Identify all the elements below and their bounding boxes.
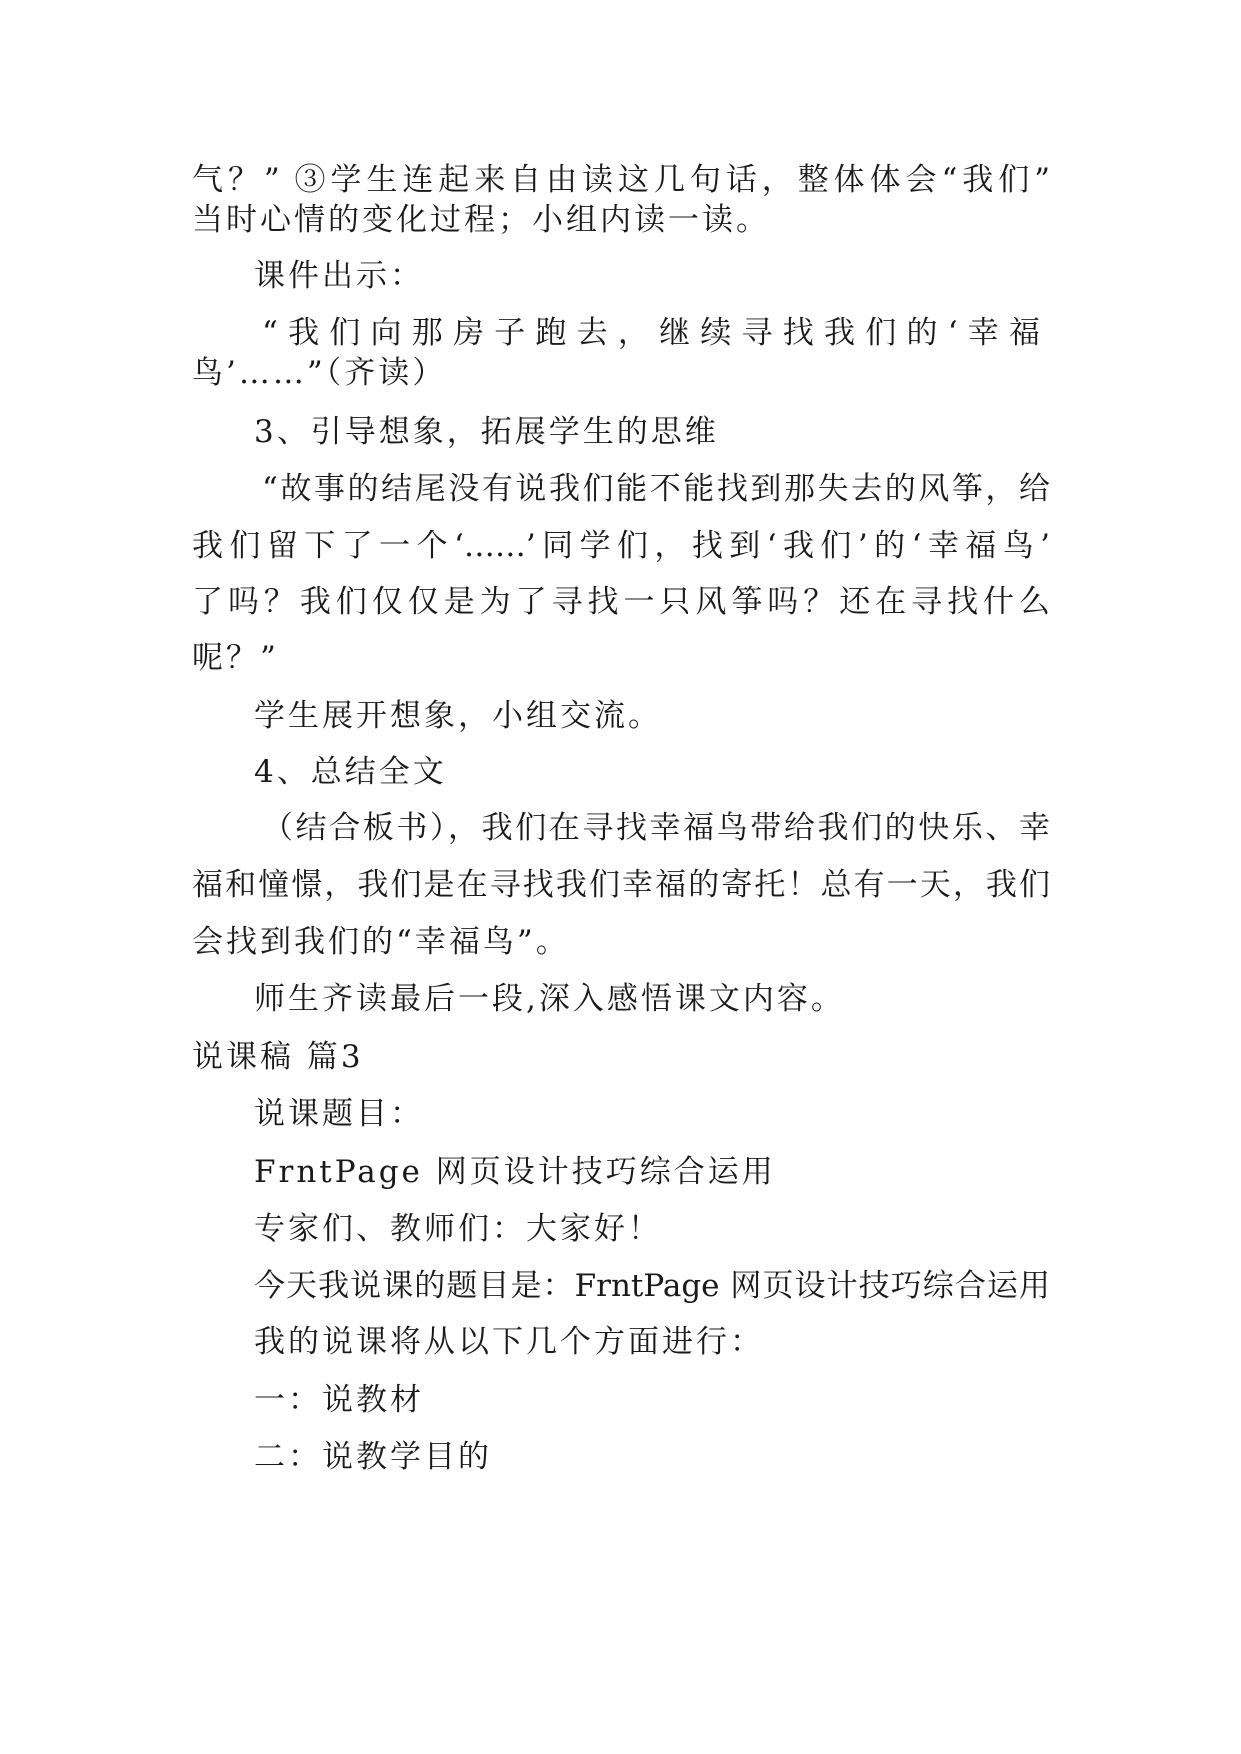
text-line: 今天我说课的题目是：FrntPage 网页设计技巧综合运用 [254, 1268, 1050, 1304]
article-heading: 说课稿 篇3 [192, 1039, 364, 1075]
text-line: 会找到我们的“幸福鸟”。 [192, 924, 570, 960]
section-heading: 4、总结全文 [254, 754, 447, 790]
text-line: 当时心情的变化过程；小组内读一读。 [192, 202, 770, 238]
text-line: 我们留下了一个‘……’同学们，找到‘我们’的‘幸福鸟’ [192, 528, 1050, 564]
quote-line: 鸟’……”（齐读） [192, 355, 447, 391]
text-line: “故事的结尾没有说我们能不能找到那失去的风筝，给 [262, 471, 1050, 507]
section-heading: 3、引导想象，拓展学生的思维 [254, 414, 719, 450]
text-line: 呢？” [192, 640, 279, 676]
text-line: （结合板书），我们在寻找幸福鸟带给我们的快乐、幸 [262, 810, 1050, 846]
text-line: 课件出示： [254, 258, 424, 294]
text-line: 学生展开想象，小组交流。 [254, 698, 662, 734]
text-line: 了吗？我们仅仅是为了寻找一只风筝吗？还在寻找什么 [192, 584, 1050, 620]
text-line: 我的说课将从以下几个方面进行： [254, 1324, 764, 1360]
text-line: 福和憧憬，我们是在寻找我们幸福的寄托！总有一天，我们 [192, 867, 1050, 903]
quote-line: “我们向那房子跑去，继续寻找我们的‘幸福 [262, 315, 1050, 351]
text-line: 说课题目： [254, 1096, 424, 1132]
list-item: 一：说教材 [254, 1382, 424, 1418]
text-line: FrntPage 网页设计技巧综合运用 [254, 1154, 776, 1190]
text-line: 气？” ③学生连起来自由读这几句话，整体体会“我们” [192, 162, 1050, 198]
text-line: 专家们、教师们：大家好！ [254, 1211, 662, 1247]
text-line: 师生齐读最后一段,深入感悟课文内容。 [254, 981, 845, 1017]
list-item: 二：说教学目的 [254, 1439, 492, 1475]
